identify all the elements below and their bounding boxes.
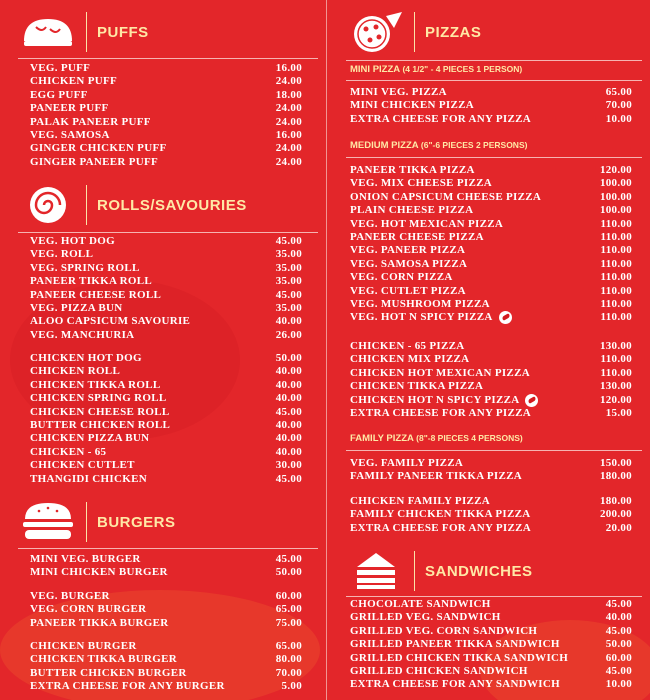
item-price: 10.00 xyxy=(605,678,632,691)
menu-item xyxy=(350,394,632,407)
item-name: PANEER TIKKA PIZZA xyxy=(350,164,475,176)
menu-item xyxy=(30,406,302,419)
item-price: 35.00 xyxy=(275,248,302,261)
menu-item xyxy=(30,142,302,155)
menu-item xyxy=(350,258,632,271)
item-price: 24.00 xyxy=(275,75,302,88)
item-price: 120.00 xyxy=(599,164,632,176)
menu-item xyxy=(30,235,302,248)
section-rule xyxy=(346,596,642,597)
rolls-header xyxy=(16,183,247,227)
menu-item xyxy=(350,218,632,231)
menu-item xyxy=(30,248,302,261)
burgers-header xyxy=(16,500,176,544)
item-name: VEG. PUFF xyxy=(30,62,91,74)
item-name: CHOCOLATE SANDWICH xyxy=(350,598,491,610)
item-name: CHICKEN CHEESE ROLL xyxy=(30,405,170,418)
item-price: 15.00 xyxy=(605,406,632,419)
menu-item xyxy=(30,289,302,302)
item-price: 70.00 xyxy=(275,666,302,679)
item-price: 110.00 xyxy=(600,353,632,366)
item-price: 110.00 xyxy=(600,257,632,270)
item-name: VEG. HOT MEXICAN PIZZA xyxy=(350,217,504,230)
roll-icon xyxy=(16,183,80,227)
menu-item xyxy=(350,625,632,638)
item-price: 24.00 xyxy=(275,102,302,115)
item-name: GRILLED CHICKEN SANDWICH xyxy=(350,664,528,677)
item-name: VEG. CUTLET PIZZA xyxy=(350,284,466,297)
section-rule xyxy=(18,548,318,549)
burgers-chicken-list xyxy=(30,640,302,694)
item-price: 5.00 xyxy=(281,680,302,693)
menu-item xyxy=(30,640,302,653)
family-veg-pizza-list xyxy=(350,457,632,484)
item-price: 40.00 xyxy=(275,418,302,431)
item-name: VEG. BURGER xyxy=(30,590,110,602)
menu-item xyxy=(350,353,632,366)
item-price: 45.00 xyxy=(275,235,302,247)
item-price: 24.00 xyxy=(275,115,302,128)
menu-item xyxy=(30,419,302,432)
item-name: EXTRA CHEESE FOR ANY BURGER xyxy=(30,680,225,693)
item-price: 180.00 xyxy=(599,495,632,507)
header-separator xyxy=(414,551,415,591)
item-name: EXTRA CHEESE FOR ANY PIZZA xyxy=(350,112,531,125)
menu-item xyxy=(30,379,302,392)
menu-item xyxy=(30,329,302,342)
menu-item xyxy=(350,191,632,204)
item-price: 40.00 xyxy=(275,365,302,378)
menu-item xyxy=(30,156,302,169)
item-price: 35.00 xyxy=(275,261,302,274)
item-name: MINI CHICKEN BURGER xyxy=(30,566,168,579)
section-rule xyxy=(18,58,318,59)
item-price: 45.00 xyxy=(605,598,632,610)
item-price: 40.00 xyxy=(275,315,302,328)
item-name: VEG. CORN PIZZA xyxy=(350,271,453,284)
item-price: 45.00 xyxy=(605,624,632,637)
item-name: THANGIDI CHICKEN xyxy=(30,472,147,485)
item-price: 100.00 xyxy=(599,204,632,217)
item-name: ALOO CAPSICUM SAVOURIE xyxy=(30,315,191,328)
menu-item xyxy=(30,432,302,445)
item-name: VEG. MIX CHEESE PIZZA xyxy=(350,177,492,190)
item-price: 40.00 xyxy=(605,611,632,624)
menu-item xyxy=(350,495,632,508)
family-chicken-pizza-list xyxy=(350,495,632,535)
item-name: GRILLED PANEER TIKKA SANDWICH xyxy=(350,638,560,651)
item-price: 180.00 xyxy=(599,470,632,483)
menu-item xyxy=(30,129,302,142)
item-name: CHICKEN TIKKA PIZZA xyxy=(350,380,484,393)
item-name: VEG. SAMOSA PIZZA xyxy=(350,257,468,270)
puffs-title: PUFFS xyxy=(97,23,149,41)
menu-item xyxy=(350,470,632,483)
item-name: VEG. CORN BURGER xyxy=(30,603,147,616)
item-price: 110.00 xyxy=(600,244,632,257)
item-price: 24.00 xyxy=(275,155,302,168)
menu-item xyxy=(350,113,632,126)
item-price: 120.00 xyxy=(599,393,632,406)
section-rule xyxy=(346,157,642,158)
medium-veg-pizza-list xyxy=(350,164,632,325)
item-price: 35.00 xyxy=(275,275,302,288)
menu-item xyxy=(30,446,302,459)
menu-item xyxy=(350,665,632,678)
menu-item xyxy=(350,99,632,112)
pizzas-header xyxy=(344,10,481,54)
item-name: PANEER CHEESE PIZZA xyxy=(350,230,484,243)
burgers-title: BURGERS xyxy=(97,513,176,531)
item-name: EXTRA CHEESE FOR ANY SANDWICH xyxy=(350,678,560,691)
item-price: 130.00 xyxy=(599,380,632,393)
item-name: VEG. MUSHROOM PIZZA xyxy=(350,297,490,310)
mini-pizza-list xyxy=(350,86,632,126)
medium-pizza-note: (6"-6 PIECES 2 PERSONS) xyxy=(420,140,528,150)
menu-item xyxy=(350,678,632,691)
menu-item xyxy=(350,522,632,535)
menu-item xyxy=(30,653,302,666)
item-name: EXTRA CHEESE FOR ANY PIZZA xyxy=(350,521,531,534)
menu-item xyxy=(30,262,302,275)
burgers-mini-list xyxy=(30,553,302,580)
item-price: 70.00 xyxy=(605,99,632,112)
menu-item xyxy=(30,392,302,405)
item-price: 110.00 xyxy=(600,311,632,324)
item-name: PALAK PANEER PUFF xyxy=(30,115,151,128)
item-name: VEG. PANEER PIZZA xyxy=(350,244,466,257)
item-name: CHICKEN PUFF xyxy=(30,75,118,88)
medium-pizza-subhead xyxy=(350,140,527,151)
header-separator xyxy=(414,12,415,52)
item-name: FAMILY PANEER TIKKA PIZZA xyxy=(350,470,523,483)
section-rule xyxy=(346,80,642,81)
item-name: VEG. HOT N SPICY PIZZA xyxy=(350,311,512,324)
item-price: 60.00 xyxy=(275,590,302,602)
item-price: 18.00 xyxy=(275,88,302,101)
item-name: CHICKEN HOT DOG xyxy=(30,352,142,364)
pizza-icon xyxy=(344,10,408,54)
family-pizza-subhead xyxy=(350,433,523,444)
item-price: 130.00 xyxy=(599,340,632,352)
item-name: PANEER TIKKA BURGER xyxy=(30,616,169,629)
item-name: FAMILY CHICKEN TIKKA PIZZA xyxy=(350,508,531,521)
item-price: 110.00 xyxy=(600,230,632,243)
menu-item xyxy=(350,652,632,665)
item-price: 35.00 xyxy=(275,301,302,314)
puffs-list xyxy=(30,62,302,169)
item-price: 60.00 xyxy=(605,651,632,664)
menu-item xyxy=(30,459,302,472)
item-price: 65.00 xyxy=(605,86,632,98)
sandwiches-list xyxy=(350,598,632,692)
menu-item xyxy=(30,590,302,603)
menu-item xyxy=(30,473,302,486)
menu-item xyxy=(30,75,302,88)
menu-item xyxy=(350,340,632,353)
item-price: 50.00 xyxy=(605,638,632,651)
bun-icon xyxy=(16,10,80,54)
item-name: CHICKEN HOT N SPICY PIZZA xyxy=(350,394,538,407)
menu-item xyxy=(30,352,302,365)
puffs-header xyxy=(16,10,149,54)
menu-item xyxy=(30,365,302,378)
item-price: 40.00 xyxy=(275,432,302,445)
item-price: 20.00 xyxy=(605,521,632,534)
item-price: 30.00 xyxy=(275,459,302,472)
menu-item xyxy=(350,164,632,177)
menu-item xyxy=(30,603,302,616)
item-price: 26.00 xyxy=(275,328,302,341)
pizzas-title: PIZZAS xyxy=(425,23,482,41)
item-name: MINI CHICKEN PIZZA xyxy=(350,99,474,112)
mini-pizza-subhead xyxy=(350,64,522,75)
menu-item xyxy=(350,271,632,284)
medium-chicken-pizza-list xyxy=(350,340,632,420)
header-separator xyxy=(86,185,87,225)
item-name: PANEER TIKKA ROLL xyxy=(30,275,153,288)
item-name: BUTTER CHICKEN ROLL xyxy=(30,418,171,431)
item-price: 45.00 xyxy=(275,472,302,485)
item-name: VEG. MANCHURIA xyxy=(30,328,135,341)
item-name: MINI VEG. PIZZA xyxy=(350,86,447,98)
item-name: PANEER PUFF xyxy=(30,102,109,115)
menu-item xyxy=(350,298,632,311)
item-name: PLAIN CHEESE PIZZA xyxy=(350,204,474,217)
mini-pizza-note: (4 1/2" - 4 PIECES 1 PERSON) xyxy=(402,64,523,74)
menu-item xyxy=(30,102,302,115)
menu-item xyxy=(350,285,632,298)
item-name: VEG. HOT DOG xyxy=(30,235,115,247)
item-price: 110.00 xyxy=(600,271,632,284)
menu-item xyxy=(350,638,632,651)
section-rule xyxy=(18,232,318,233)
item-name: CHICKEN CUTLET xyxy=(30,459,135,472)
medium-pizza-label: MEDIUM PIZZA xyxy=(350,140,419,151)
item-price: 40.00 xyxy=(275,378,302,391)
item-price: 45.00 xyxy=(275,405,302,418)
section-rule xyxy=(346,450,642,451)
item-price: 110.00 xyxy=(600,366,632,379)
item-price: 16.00 xyxy=(275,62,302,74)
menu-item xyxy=(350,407,632,420)
menu-item xyxy=(30,566,302,579)
item-price: 110.00 xyxy=(600,297,632,310)
item-price: 75.00 xyxy=(275,616,302,629)
chili-icon xyxy=(525,394,538,407)
burgers-veg-list xyxy=(30,590,302,630)
item-name: CHICKEN BURGER xyxy=(30,640,137,652)
item-name: CHICKEN TIKKA ROLL xyxy=(30,378,161,391)
item-name: GINGER PANEER PUFF xyxy=(30,155,159,168)
item-price: 45.00 xyxy=(275,288,302,301)
item-price: 65.00 xyxy=(275,603,302,616)
item-name: CHICKEN SPRING ROLL xyxy=(30,392,167,405)
menu-item xyxy=(30,680,302,693)
family-pizza-label: FAMILY PIZZA xyxy=(350,433,414,444)
menu-item xyxy=(30,89,302,102)
item-price: 45.00 xyxy=(605,664,632,677)
item-name: MINI VEG. BURGER xyxy=(30,553,141,565)
item-price: 10.00 xyxy=(605,112,632,125)
item-name: VEG. ROLL xyxy=(30,248,94,261)
family-pizza-note: (8"-8 PIECES 4 PERSONS) xyxy=(416,433,523,443)
item-name: VEG. SPRING ROLL xyxy=(30,261,140,274)
menu-item xyxy=(350,311,632,324)
item-price: 200.00 xyxy=(599,508,632,521)
item-name: CHICKEN TIKKA BURGER xyxy=(30,653,177,666)
sandwiches-header xyxy=(344,549,533,593)
item-price: 150.00 xyxy=(599,457,632,469)
item-price: 65.00 xyxy=(275,640,302,652)
menu-item xyxy=(350,611,632,624)
item-name: VEG. FAMILY PIZZA xyxy=(350,457,464,469)
item-name: CHICKEN PIZZA BUN xyxy=(30,432,150,445)
item-price: 50.00 xyxy=(275,566,302,579)
item-name: VEG. SAMOSA xyxy=(30,128,110,141)
item-price: 110.00 xyxy=(600,217,632,230)
item-name: ONION CAPSICUM CHEESE PIZZA xyxy=(350,190,542,203)
item-price: 45.00 xyxy=(275,553,302,565)
menu-item xyxy=(30,617,302,630)
menu-item xyxy=(350,380,632,393)
header-separator xyxy=(86,12,87,52)
item-price: 100.00 xyxy=(599,190,632,203)
menu-item xyxy=(350,598,632,611)
menu-item xyxy=(350,86,632,99)
menu-item xyxy=(350,244,632,257)
item-name: EGG PUFF xyxy=(30,88,88,101)
item-name: PANEER CHEESE ROLL xyxy=(30,288,162,301)
item-name: CHICKEN - 65 PIZZA xyxy=(350,340,465,352)
menu-item xyxy=(350,457,632,470)
menu-item xyxy=(350,204,632,217)
menu-item xyxy=(30,62,302,75)
header-separator xyxy=(86,502,87,542)
item-price: 100.00 xyxy=(599,177,632,190)
item-name: GINGER CHICKEN PUFF xyxy=(30,142,167,155)
menu-item xyxy=(30,667,302,680)
item-price: 24.00 xyxy=(275,142,302,155)
item-name: CHICKEN ROLL xyxy=(30,365,121,378)
column-divider xyxy=(326,0,327,700)
menu-item xyxy=(30,315,302,328)
menu-item xyxy=(30,553,302,566)
rolls-veg-list xyxy=(30,235,302,342)
menu-item xyxy=(350,367,632,380)
rolls-title: ROLLS/SAVOURIES xyxy=(97,196,247,214)
item-name: BUTTER CHICKEN BURGER xyxy=(30,666,187,679)
sandwiches-title: SANDWICHES xyxy=(425,562,533,580)
menu-item xyxy=(350,508,632,521)
menu-item xyxy=(350,231,632,244)
item-price: 16.00 xyxy=(275,128,302,141)
menu-item xyxy=(350,177,632,190)
menu-item xyxy=(30,116,302,129)
item-name: GRILLED CHICKEN TIKKA SANDWICH xyxy=(350,651,569,664)
item-price: 40.00 xyxy=(275,445,302,458)
item-name: CHICKEN FAMILY PIZZA xyxy=(350,495,491,507)
item-name: GRILLED VEG. SANDWICH xyxy=(350,611,501,624)
item-name: EXTRA CHEESE FOR ANY PIZZA xyxy=(350,406,531,419)
section-rule xyxy=(346,60,642,61)
chili-icon xyxy=(499,311,512,324)
item-name: CHICKEN HOT MEXICAN PIZZA xyxy=(350,366,530,379)
item-name: CHICKEN - 65 xyxy=(30,445,107,458)
item-price: 80.00 xyxy=(275,653,302,666)
item-price: 40.00 xyxy=(275,392,302,405)
item-name: VEG. PIZZA BUN xyxy=(30,301,123,314)
sandwich-icon xyxy=(344,549,408,593)
mini-pizza-label: MINI PIZZA xyxy=(350,64,400,75)
item-name: CHICKEN MIX PIZZA xyxy=(350,353,470,366)
menu-item xyxy=(30,275,302,288)
item-name: GRILLED VEG. CORN SANDWICH xyxy=(350,624,538,637)
item-price: 110.00 xyxy=(600,284,632,297)
item-price: 50.00 xyxy=(275,352,302,364)
burger-icon xyxy=(16,500,80,544)
rolls-nonveg-list xyxy=(30,352,302,486)
menu-item xyxy=(30,302,302,315)
